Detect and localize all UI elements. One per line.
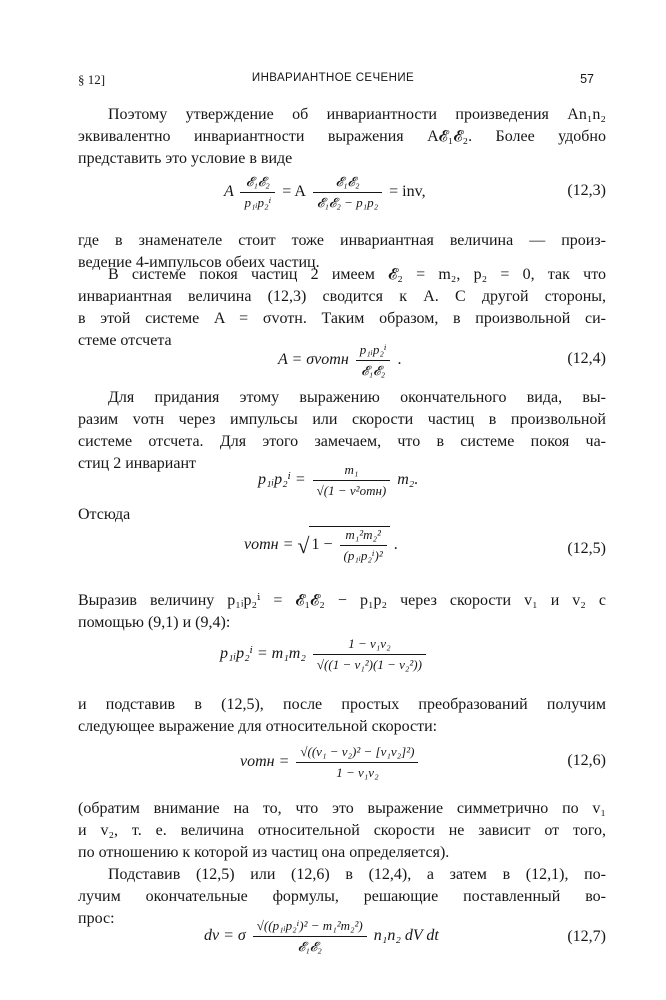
formula-term: p₁ᵢp₂ⁱ = m₁m₂ xyxy=(220,645,306,663)
chapter-title: ИНВАРИАНТНОЕ СЕЧЕНИЕ xyxy=(251,72,415,84)
text-line: ведение 4-импульсов обеих частиц. xyxy=(78,254,320,271)
fraction xyxy=(313,462,391,499)
fraction xyxy=(313,636,426,673)
paragraph-7 xyxy=(78,694,606,738)
text-line: следующее выражение для относительной скорости: xyxy=(78,718,438,735)
equation-number: (12,6) xyxy=(567,752,606,769)
formula-term: 1 − xyxy=(311,536,333,554)
formula-invariant xyxy=(78,462,606,510)
fraction-numerator: √((p₁ᵢp₂ⁱ)² − m₁²m₂²) xyxy=(253,918,367,937)
text-line: Поэтому утверждение об инвариантности произведения An₁n₂ xyxy=(108,106,606,123)
text-line: стеме отсчета xyxy=(78,332,172,349)
page-number: 57 xyxy=(580,72,594,86)
text-line: инвариантная величина (12,3) сводится к A. С другой стороны, xyxy=(78,288,606,305)
fraction-denominator: p₁ᵢp₂ⁱ xyxy=(244,195,272,210)
text-line: Для придания этому выражению окончательного вида, вы- xyxy=(108,389,606,406)
radical-sign: √ xyxy=(297,533,310,559)
text-line: в этой системе A = σvотн. Таким образом, в произвольной си- xyxy=(78,310,606,327)
radicand xyxy=(309,526,389,564)
paragraph-8 xyxy=(78,798,606,864)
section-reference: § 12] xyxy=(78,72,106,87)
formula-term: = inv, xyxy=(389,183,426,201)
formula-term: vотн = xyxy=(244,536,294,554)
fraction-numerator: 𝓔₁𝓔₂ xyxy=(240,174,275,193)
fraction-numerator: m₁²m₂² xyxy=(340,527,387,546)
fraction-denominator: 𝓔₁𝓔₂ xyxy=(361,363,386,378)
paragraph-6 xyxy=(78,590,606,634)
text-line: где в знаменателе стоит тоже инвариантная величина — произ- xyxy=(78,232,606,249)
formula-12-6 xyxy=(78,744,606,790)
fraction-denominator: (p₁ᵢp₂ⁱ)² xyxy=(343,548,383,563)
formula-12-7 xyxy=(78,918,606,970)
formula-term: n₁n₂ dV dt xyxy=(373,927,439,945)
fraction xyxy=(296,744,418,781)
text-line: В системе покоя частиц 2 имеем 𝓔₂ = m₂, p₂ = 0, так что xyxy=(108,266,606,283)
text-line: разим vотн через импульсы или скорости частиц в произвольной xyxy=(78,411,606,428)
fraction-denominator: 𝓔₁𝓔₂ − p₁p₂ xyxy=(316,195,379,210)
formula-term: . xyxy=(397,351,402,369)
paragraph-1 xyxy=(78,104,606,170)
formula-velocities xyxy=(78,636,606,686)
fraction-denominator: √((1 − v₁²)(1 − v₂²)) xyxy=(316,657,422,672)
text-line: и v₂, т. е. величина относительной скорости не зависит от того, xyxy=(78,822,606,839)
fraction xyxy=(253,918,367,955)
text-line: помощью (9,1) и (9,4): xyxy=(78,614,231,631)
equation-number: (12,4) xyxy=(567,350,606,367)
text-line: системе отсчета. Для этого замечаем, что в системе покоя ча- xyxy=(78,433,606,450)
text-line: и подставив в (12,5), после простых преобразований получим xyxy=(78,696,606,713)
text-line: Подставив (12,5) или (12,6) в (12,4), а затем в (12,1), по- xyxy=(108,866,606,883)
fraction-denominator: 1 − v₁v₂ xyxy=(336,765,379,780)
equation-number: (12,7) xyxy=(567,928,606,945)
text-line: (обратим внимание на то, что это выражение симметрично по v₁ xyxy=(78,800,606,817)
fraction-numerator: √((v₁ − v₂)² − [v₁v₂]²) xyxy=(296,744,418,763)
fraction-denominator: 𝓔₁𝓔₂ xyxy=(297,939,322,954)
fraction-numerator: 𝓔₁𝓔₂ xyxy=(313,174,382,193)
formula-12-4 xyxy=(78,342,606,388)
text-line: эквивалентно инвариантности выражения A𝓔₁𝓔₂. Более удобно xyxy=(78,128,606,145)
fraction xyxy=(356,342,391,379)
fraction-numerator: 1 − v₁v₂ xyxy=(313,636,426,655)
formula-term: p₁ᵢp₂ⁱ = xyxy=(258,471,306,489)
text-line: Выразив величину p₁ᵢp₂ⁱ = 𝓔₁𝓔₂ − p₁p₂ через скорости v₁ и v₂ с xyxy=(78,592,606,609)
fraction xyxy=(240,174,275,211)
formula-term: m₂. xyxy=(397,471,419,489)
text-line: Отсюда xyxy=(78,506,131,523)
text-line: представить это условие в виде xyxy=(78,150,293,167)
equation-number: (12,5) xyxy=(567,540,606,557)
formula-term: vотн = xyxy=(240,753,290,771)
formula-term: . xyxy=(393,536,398,554)
formula-12-3 xyxy=(78,172,606,222)
formula-12-5 xyxy=(78,524,606,580)
text-line: стиц 2 инвариант xyxy=(78,455,197,472)
formula-term: A xyxy=(224,183,234,201)
formula-term: = A xyxy=(282,183,306,201)
text-line: по отношению к которой из частиц она определяется). xyxy=(78,844,450,861)
text-line: прос: xyxy=(78,910,115,927)
fraction-denominator: √(1 − v²отн) xyxy=(316,483,387,498)
text-line: лучим окончательные формулы, решающие поставленный во- xyxy=(78,888,606,905)
paragraph-5 xyxy=(78,504,606,526)
paragraph-3 xyxy=(78,264,606,352)
fraction-numerator: p₁ᵢp₂ⁱ xyxy=(356,342,391,361)
formula-term: A = σvотн xyxy=(278,351,349,369)
fraction xyxy=(340,527,387,564)
running-header xyxy=(0,72,666,94)
formula-term: dν = σ xyxy=(204,927,246,945)
fraction-numerator: m₁ xyxy=(313,462,391,481)
equation-number: (12,3) xyxy=(567,182,606,199)
fraction xyxy=(313,174,382,211)
